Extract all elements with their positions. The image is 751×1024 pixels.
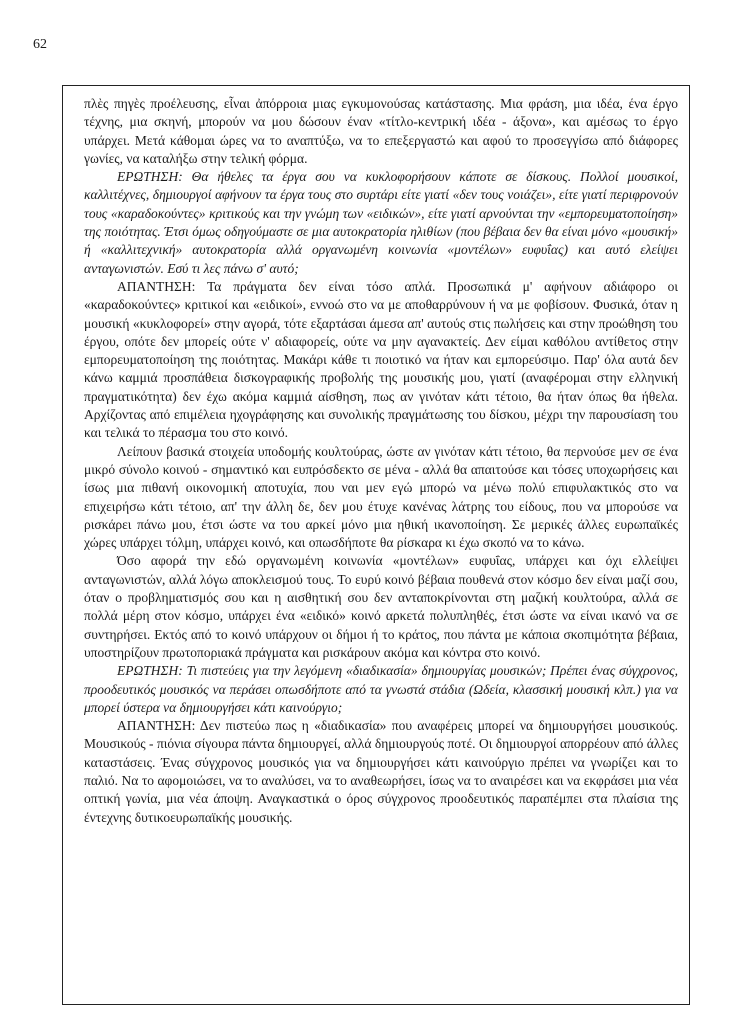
body-paragraph: Όσο αφορά την εδώ οργανωμένη κοινωνία «μοντέλων» ευφυΐας, υπάρχει και όχι ελλείψει ανταγωνιστών, αλλά λόγω αποκλεισμού τους. Το ευρύ κοινό βέβαια πουθενά στον κόσμο δεν είναι μαζί σου, όταν ο προβληματισμός σου και η αισθητική σου δεν ανταποκρίνονται στη μαζική κουλτούρα, αλλά σε πολλά μέρη στον κόσμο, υπάρχει ένα «ειδικό» κοινό αρκετά πολυπληθές, έτσι ώστε να είναι ικανό να σε συντηρήσει. Εκτός από το κοινό υπάρχουν οι δήμοι ή το κράτος, που πάντα με κάποια σκοπιμότητα βέβαια, υποστηρίζουν πρωτοποριακά πράγματα και ρισκάρουν ακόμα και κόντρα στο κοινό.: [84, 553, 678, 660]
question-paragraph: ΕΡΩΤΗΣΗ: Θα ήθελες τα έργα σου να κυκλοφορήσουν κάποτε σε δίσκους. Πολλοί μουσικοί, καλλιτέχνες, δημιουργοί αφήνουν τα έργα τους στο συρτάρι είτε γιατί «δεν τους νοιάζει», είτε γιατί περιφρονούν τους «καραδοκούντες» κριτικούς και την γνώμη των «ειδικών», είτε γιατί αρνούνται την «εμπορευματοποίηση» της ποιότητας. Έτσι όμως οδηγούμαστε σε μια αυτοκρατορία ηλιθίων (που βέβαια δεν θα είναι μόνο «μουσική» ή «καλλιτεχνική» αυτοκρατορία αλλά οργανωμένη κοινωνία «μοντέλων» ευφυΐας) και αυτό ελείψει ανταγωνιστών. Εσύ τι λες πάνω σ' αυτό;: [84, 169, 678, 276]
paragraph-continuation: πλὲς πηγὲς προέλευσης, εἶναι ἀπόρροια μιας εγκυμονούσας κατάστασης. Μια φράση, μια ιδέα, ένα έργο τέχνης, μια σκηνή, μπορούν να μου δώσουν έναν «τίτλο-κεντρική ιδέα - άξονα», και αμέσως το έργο υπάρχει. Μετά κάθομαι ώρες να το αναπτύξω, να το επεξεργαστώ και αφού το προσεγγίσω από διάφορες γωνίες, να καταλήξω στην τελική φόρμα.: [84, 96, 678, 166]
answer-paragraph: ΑΠΑΝΤΗΣΗ: Δεν πιστεύω πως η «διαδικασία» που αναφέρεις μπορεί να δημιουργήσει μουσικούς. Μουσικούς - πιόνια σίγουρα πάντα δημιουργεί, αλλά δημιουργούς ποτέ. Οι δημιουργοί απορρέουν από άλλες καταστάσεις. Ένας σύγχρονος μουσικός για να δημιουργήσει κάτι καινούργιο πρέπει να γνωρίζει και το παλιό. Να το αφομοιώσει, να το αναλύσει, να το αναθεωρήσει, ίσως να το αναιρέσει και να εκφράσει μια νέα οπτική γωνία, μια νέα άποψη. Αναγκαστικά ο όρος σύγχρονος προοδευτικός παραπέμπει στα πλαίσια της έντεχνης δυτικοευρωπαϊκής μουσικής.: [84, 718, 678, 825]
text-body: [84, 95, 678, 1000]
question-paragraph: ΕΡΩΤΗΣΗ: Τι πιστεύεις για την λεγόμενη «διαδικασία» δημιουργίας μουσικών; Πρέπει ένας σύγχρονος, προοδευτικός μουσικός να περάσει οπωσδήποτε από τα γνωστά στάδια (Ωδεία, κλασσική μουσική κλπ.) για να μπορεί ύστερα να δημιουργήσει κάτι καινούργιο;: [84, 663, 678, 715]
answer-paragraph: ΑΠΑΝΤΗΣΗ: Τα πράγματα δεν είναι τόσο απλά. Προσωπικά μ' αφήνουν αδιάφορο οι «καραδοκούντες» κριτικοί και «ειδικοί», εννοώ στο να με αποθαρρύνουν ή να με φοβίσουν. Φυσικά, όταν η μουσική «κυκλοφορεί» στην αγορά, τότε εξαρτάσαι άμεσα απ' αυτούς στις πωλήσεις και στην προώθηση του έργου, οπότε δεν μπορείς ούτε ν' αδιαφορείς, ούτε να μην αγανακτείς. Δεν είμαι καθόλου αντίθετος στην εμπορευματοποίηση της ποιότητας. Μακάρι κάθε τι ποιοτικό να ήταν και εμπορεύσιμο. Παρ' όλα αυτά δεν κάνω καμμιά προσπάθεια δισκογραφικής προβολής της μουσικής μου, γιατί (αναφέρομαι στην ελληνική πραγματικότητα) δεν έχω ακόμα καμμιά αίσθηση, πως αν γινόταν κάτι τέτοιο, θα ήταν όπως θα ήθελα. Αρχίζοντας από επιμέλεια ηχογράφησης και συνολικής πραγμάτωσης του δίσκου, μέχρι την παρουσίαση του και τελικά το πέρασμα του στο κοινό.: [84, 278, 678, 441]
page-number: 62: [33, 37, 47, 52]
body-paragraph: Λείπουν βασικά στοιχεία υποδομής κουλτούρας, ώστε αν γινόταν κάτι τέτοιο, θα περνούσε μεν σε ένα μικρό σύνολο κοινού - σημαντικό και ευπρόσδεκτο σε μένα - αλλά θα απαιτούσε και τόσες υποχωρήσεις και ίσως μια πιθανή οικονομική αποτυχία, που ναι μεν εγώ μπορώ να μένω πολύ επιφυλακτικός στο να επιχειρήσω κάτι τέτοιο, απ' την άλλη δε, δεν μου έτυχε κανένας λάτρης του είδους, που να μπορούσε να ρισκάρει πάνω μου, έτσι ώστε να του αρκεί μόνο μια ηθική ικανοποίηση. Σε μερικές άλλες ευρωπαϊκές χώρες υπάρχει τόλμη, υπάρχει κοινό, και οπωσδήποτε θα ρίσκαρα κι έχω σκοπό να το κάνω.: [84, 443, 678, 551]
